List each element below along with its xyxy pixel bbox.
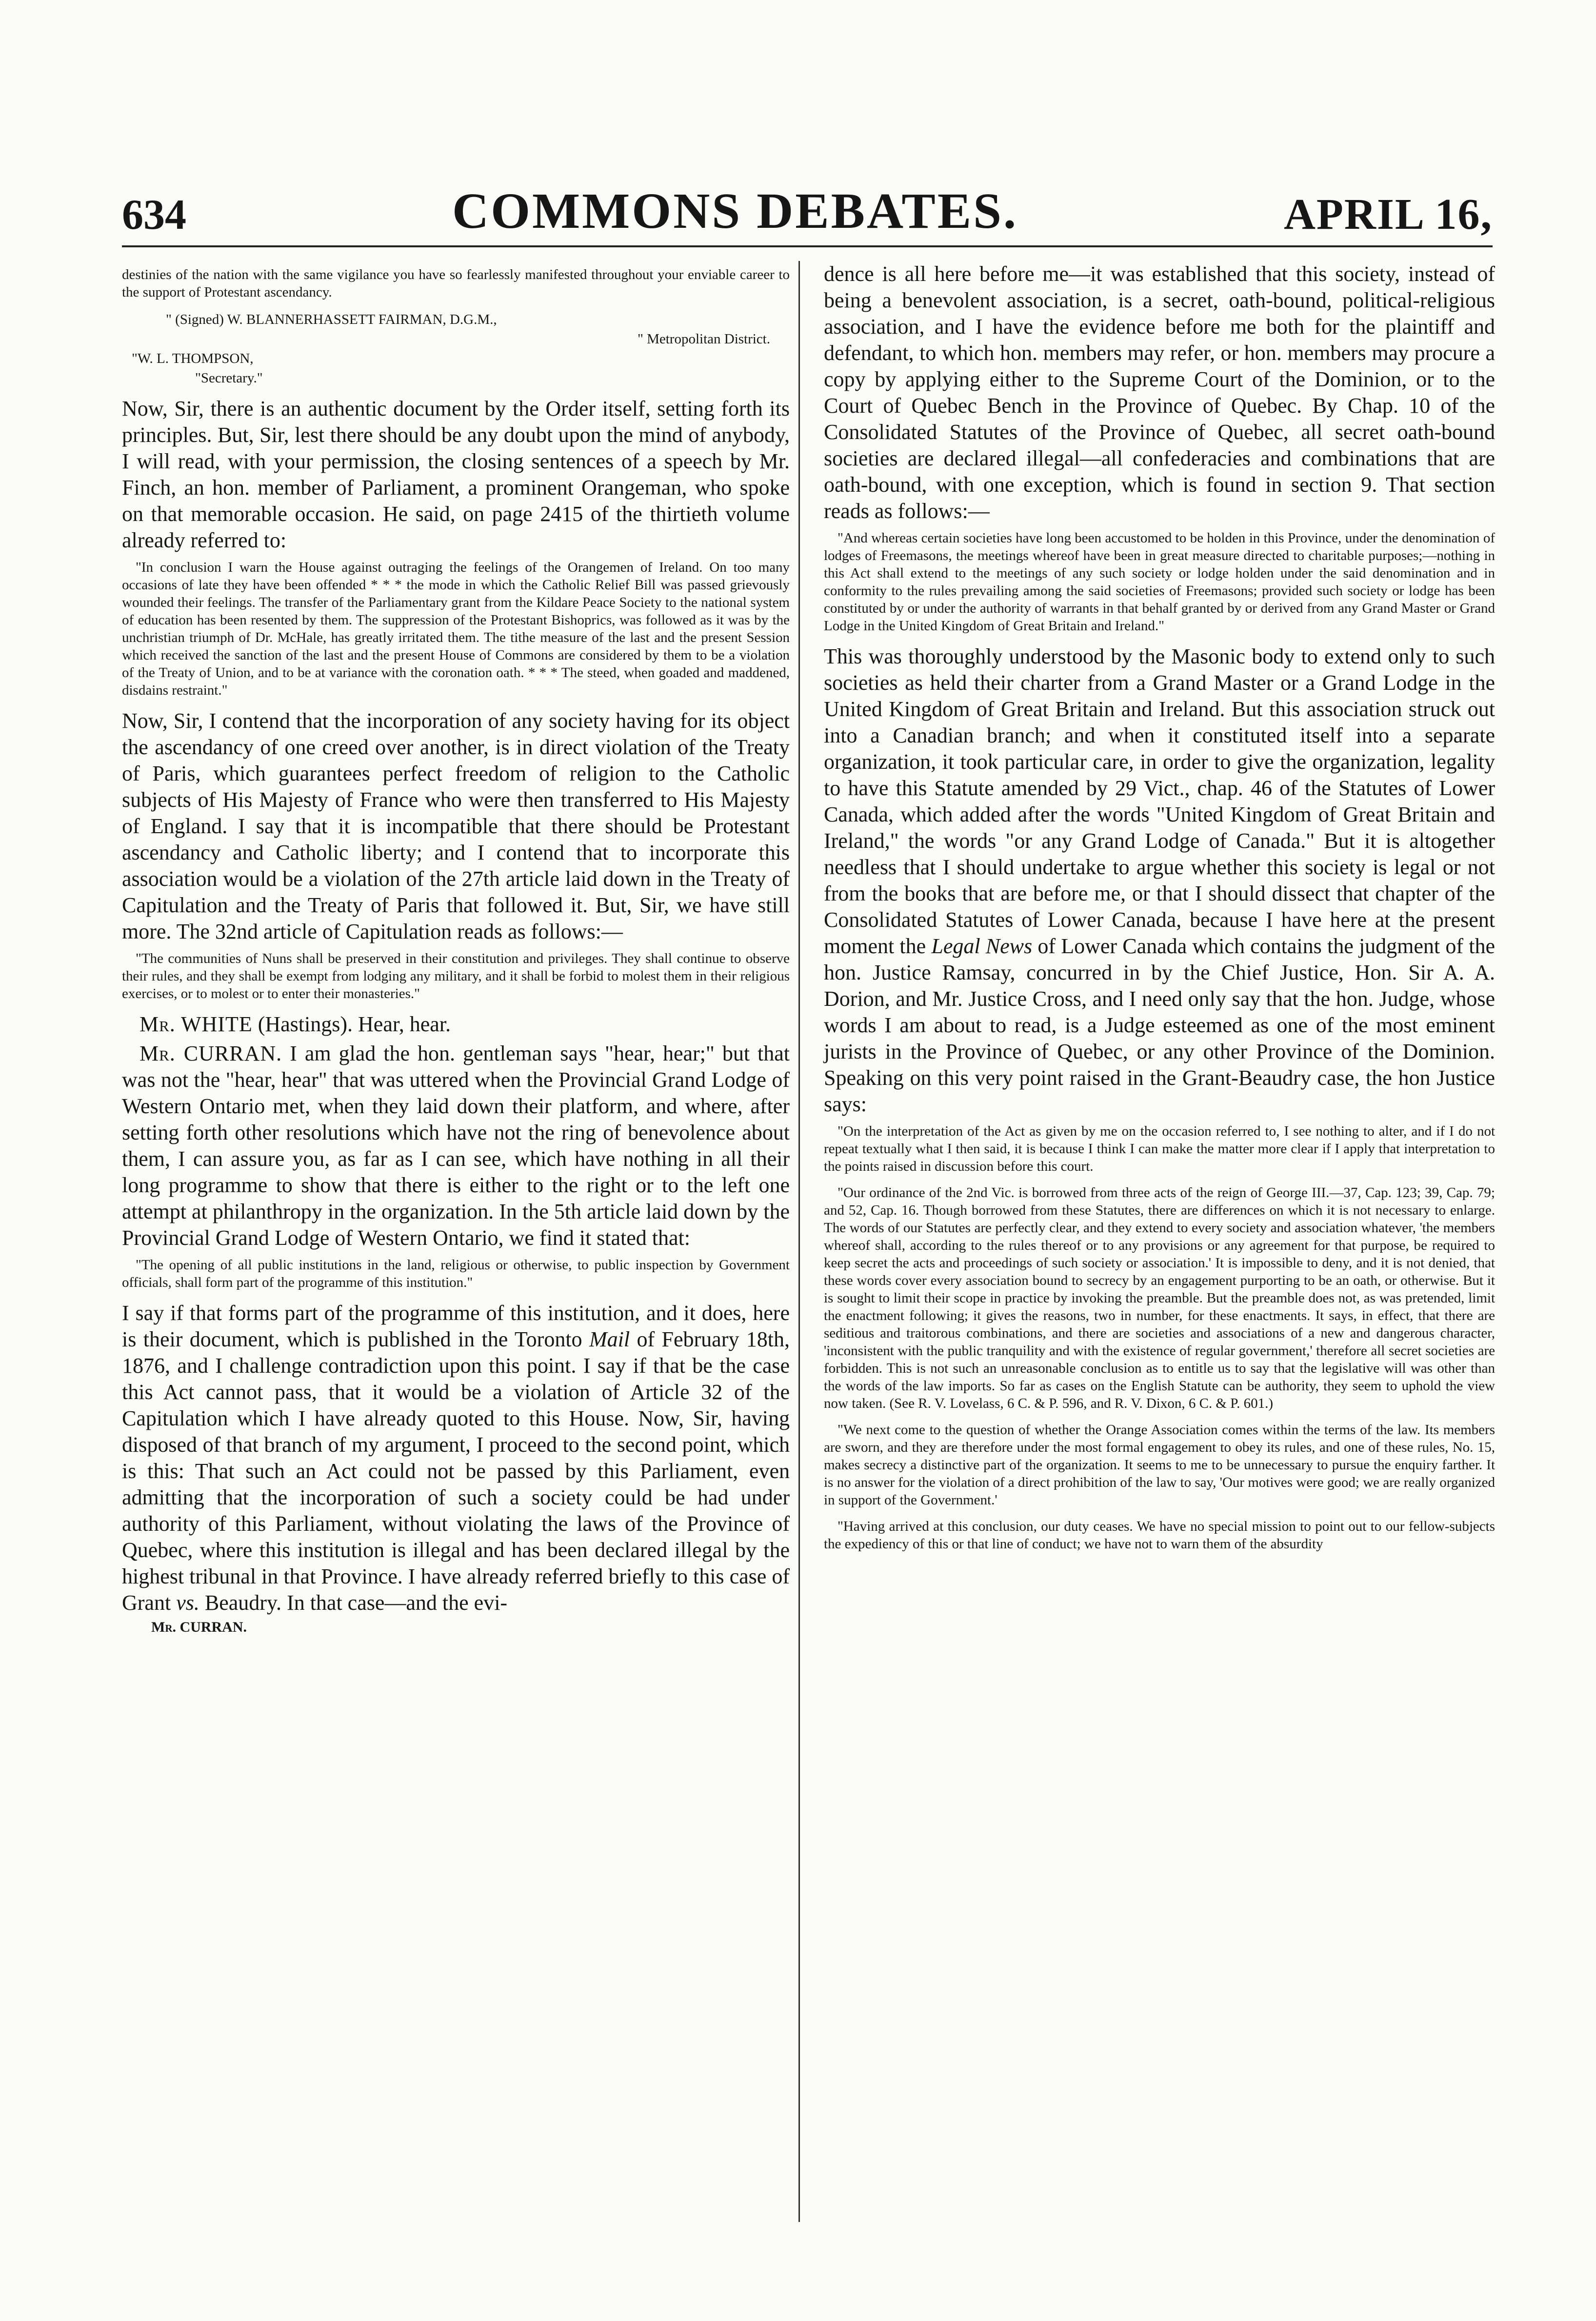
quote-block: "The communities of Nuns shall be preserved in their constitution and privileges. They shall continue to observe their rules, and they shall be exempt from lodging any military, and it shall be forbid to molest them in their religious exercises, or to molest or to enter their monasteries." [122,951,790,1001]
signature-secretary-name: "W. L. THOMPSON, [132,351,254,366]
page-number: 634 [122,191,186,239]
body-paragraph: dence is all here before me—it was established that this society, instead of being a benevolent association, is a secret, oath-bound, political-religious association, and I have the evidence before me both for the plaintiff and defendant, to which hon. members may refer, or hon. members may procure a copy by applying either to the Supreme Court of the Dominion, or to the Court of Quebec Bench in the Province of Quebec. By Chap. 10 of the Consolidated Statutes of the Province of Quebec, all secret oath-bound societies are declared illegal—all confederacies and combinations that are oath-bound, with one exception, which is found in section 9. That section reads as follows:— [824,262,1495,523]
quote-block: "And whereas certain societies have long been accustomed to be holden in this Province, under the denomination of lodges of Freemasons, the meetings whereof have been in great measure directed to charitable purposes;—nothing in this Act shall extend to the meetings of any such society or lodge holden under the said denomination and in conformity to the rules prevailing among the said societies of Freemasons; provided such society or lodge has been constituted by or under the authority of warrants in that behalf granted by or derived from any Grand Master or Grand Lodge in the United Kingdom of Great Britain and Ireland." [824,530,1495,634]
right-column [817,261,1495,2222]
text-run: I say if that forms part of the programme of this institution, and it does, here is their document, which is published in the Toronto [122,1301,790,1351]
speech-text: I am glad the hon. gentleman says "hear, hear;" but that was not the "hear, hear" that was uttered when the Provincial Grand Lodge of Western Ontario met, when they laid down their platform, and where, after setting forth other resolutions which have not the ring of benevolence about them, I can assure you, as far as I can see, which have nothing in all their long programme to show that there is either to the right or to the left one attempt at philanthropy in the organization. In the 5th article laid down by the Provincial Grand Lodge of Western Ontario, we find it stated that: [122,1041,790,1250]
newspaper-title: Mail [589,1327,630,1351]
speaker-name: Mr. WHITE [140,1012,253,1036]
left-column [122,261,800,2222]
quote-block: "Our ordinance of the 2nd Vic. is borrowed from three acts of the reign of George III.—37, Cap. 123; 39, Cap. 79; and 52, Cap. 16. Though borrowed from these Statutes, there are differences on which it is not necessary to enlarge. The words of our Statutes are perfectly clear, and they extend to every society and association whatever, 'the members whereof shall, according to the rules thereof or to any provisions or any agreement for that purpose, be required to keep secret the acts and proceedings of such society or association.' It is impossible to deny, and it is not denied, that these words cover every association bound to secrecy by an engagement purporting to be an oath, or otherwise. But it is sought to limit their scope in practice by invoking the preamble. But the preamble does not, as was pretended, limit the enactment following; it gives the reasons, two in number, for these enactments. It says, in effect, that there are seditious and traitorous combinations, and there are societies and associations of a new and dangerous character, 'inconsistent with the public tranquility and with the existence of regular government,' therefore all secret societies are forbidden. This is not such an unreasonable conclusion as to entitle us to say that the legislative will was other than the words of the law imports. So far as cases on the English Statute can be authority, they seem to uphold the view now taken. (See R. V. Lovelass, 6 C. & P. 596, and R. V. Dixon, 6 C. & P. 601.) [824,1185,1495,1411]
text-run: of Lower Canada which contains the judgment of the hon. Justice Ramsay, concurred in by the Chief Justice, Hon. Sir A. A. Dorion, and Mr. Justice Cross, and I need only say that the hon. Judge, whose words I am about to read, is a Judge esteemed as one of the most eminent jurists in the Province of Quebec, or any other Province of the Dominion. Speaking on this very point raised in the Grant-Beaudry case, the hon Justice says: [824,934,1495,1116]
running-date: APRIL 16, [1283,190,1493,239]
signature-district: " Metropolitan District. [638,331,770,347]
text-run: of February 18th, 1876, and I challenge contradiction upon this point. I say if that be the case this Act cannot pass, that it would be a violation of Article 32 of the Capitulation which I have already quoted to this House. Now, Sir, having disposed of that branch of my argument, I proceed to the second point, which is this: That such an Act could not be passed by this Parliament, even admitting that the incorporation of such a society could be had under authority of this Parliament, without violating the laws of the Province of Quebec, where this institution is illegal and has been declared illegal by the highest tribunal in that Province. I have already referred briefly to this case of Grant [122,1327,790,1615]
quote-block: "On the interpretation of the Act as given by me on the occasion referred to, I see nothing to alter, and if I do not repeat textually what I then said, it is because I think I can make the matter more clear if I apply that interpretation to the points raised in discussion before this court. [824,1123,1495,1174]
text-run: This was thoroughly understood by the Masonic body to extend only to such societies as held their charter from a Grand Master or a Grand Lodge in the United Kingdom of Great Britain and Ireland. But this association struck out into a Canadian branch; and when it constituted itself into a separate organization, it took particular care, in order to give the organization, legality to have this Statute amended by 29 Vict., chap. 46 of the Statutes of Lower Canada, which added after the words "United Kingdom of Great Britain and Ireland," the words "or any Grand Lodge of Canada." But it is altogether needless that I should undertake to argue whether this society is legal or not from the books that are before me, or that I should dissect that chapter of the Consolidated Statutes of Lower Canada, because I have here at the present moment the [824,644,1495,958]
text-run: Beaudry. In that case—and the evi- [199,1591,508,1615]
quote-block: "Having arrived at this conclusion, our duty ceases. We have no special mission to point out to our fellow-subjects the expediency of this or that line of conduct; we have not to warn them of the absurdity [824,1519,1495,1552]
page-header [122,163,1493,247]
signature-block [122,310,790,388]
body-paragraph: Now, Sir, I contend that the incorporation of any society having for its object the ascendancy of one creed over another, is in direct violation of the Treaty of Paris, which guarantees perfect freedom of religion to the Catholic subjects of His Majesty of France who were then transferred to His Majesty of England. I say that it is incompatible that there should be Protestant ascendancy and Catholic liberty; and I contend that to incorporate this association would be a violation of the 27th article laid down in the Treaty of Capitulation and the Treaty of Paris that followed it. But, Sir, we have still more. The 32nd article of Capitulation reads as follows:— [122,709,790,943]
body-paragraph [122,1300,790,1616]
publication-title: Legal News [931,934,1033,958]
body-paragraph [824,643,1495,1118]
speech-paragraph [122,1040,790,1251]
footer-speaker: Mr. CURRAN. [151,1619,247,1635]
signature-line: " (Signed) W. BLANNERHASSETT FAIRMAN, D.G.M., [166,312,497,327]
text-columns [122,261,1495,2222]
speaker-name: Mr. CURRAN. [140,1041,282,1065]
quote-block: "In conclusion I warn the House against outraging the feelings of the Orangemen of Ireland. On too many occasions of late they have been offended * * * the mode in which the Catholic Relief Bill was passed grievously wounded their feelings. The transfer of the Parliamentary grant from the Kildare Peace Society to the national system of education has been resented by them. The suppression of the Protestant Bishoprics, was followed as it was by the unchristian triumph of Dr. McHale, has greatly irritated them. The tithe measure of the last and the present Session which received the sanction of the last and the present House of Commons are considered by them to be a violation of the Treaty of Union, and to be at variance with the coronation oath. * * * The steed, when goaded and maddened, disdains restraint." [122,560,790,698]
body-paragraph: Now, Sir, there is an authentic document by the Order itself, setting forth its principles. But, Sir, lest there should be any doubt upon the mind of anybody, I will read, with your permission, the closing sentences of a speech by Mr. Finch, an hon. member of Parliament, a prominent Orangeman, who spoke on that memorable occasion. He said, on page 2415 of the thirtieth volume already referred to: [122,397,790,552]
speech-text: (Hastings). Hear, hear. [258,1012,451,1036]
quote-block: "We next come to the question of whether the Orange Association comes within the terms of the law. Its members are sworn, and they are therefore under the most formal engagement to obey its rules, and one of these rules, No. 15, makes secrecy a distinctive part of the organization. It seems to me to be unnecessary to pursue the enquiry farther. It is no answer for the violation of a direct prohibition of the law to say, 'Our motives were good; we are really organized in support of the Government.' [824,1422,1495,1508]
signature-secretary-title: "Secretary." [195,370,263,386]
quote-block: "The opening of all public institutions in the land, religious or otherwise, to public inspection by Government officials, shall form part of the programme of this institution." [122,1257,790,1290]
speech-paragraph [122,1011,790,1038]
running-title: COMMONS DEBATES. [452,183,1018,239]
versus-abbrev: vs. [176,1591,200,1615]
quote-block: destinies of the nation with the same vigilance you have so fearlessly manifested throughout your enviable career to the support of Protestant ascendancy. [122,267,790,300]
